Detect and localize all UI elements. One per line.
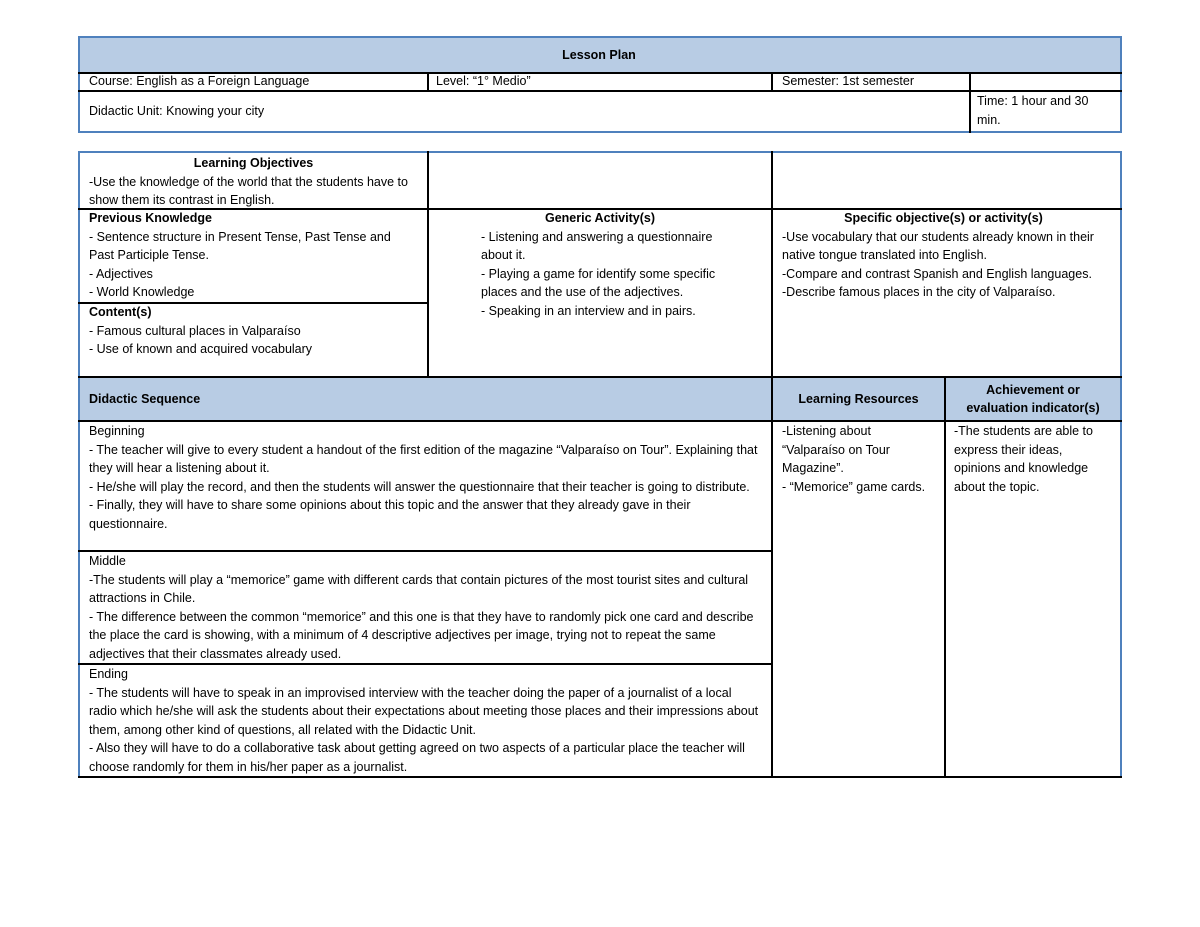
ending-title: Ending <box>89 667 128 681</box>
contents-cell <box>80 303 427 377</box>
learning-objectives-cell <box>80 153 427 209</box>
ending-item: - Also they will have to do a collaborative task about getting agreed on two aspects of a particular place the teacher will choose randomly for them in his/her paper as a journalist. <box>89 741 745 774</box>
achievement-heading: Achievement or evaluation indicator(s) <box>966 382 1100 415</box>
didactic-unit-field: Didactic Unit: Knowing your city <box>89 104 265 119</box>
contents-heading: Content(s) <box>89 305 152 319</box>
generic-activity-item: - Playing a game for identify some specific places and the use of the adjectives. <box>481 266 716 299</box>
beginning-title: Beginning <box>89 424 145 438</box>
generic-activity-heading: Generic Activity(s) <box>545 211 655 225</box>
generic-activity-item: - Speaking in an interview and in pairs. <box>481 303 696 318</box>
specific-objective-item: -Describe famous places in the city of Valparaíso. <box>782 285 1056 299</box>
learning-resources-cell <box>773 422 944 776</box>
achievement-cell <box>946 422 1120 776</box>
level-field: Level: “1° Medio” <box>436 74 531 88</box>
time-field: Time: 1 hour and 30 min. <box>977 94 1089 127</box>
didactic-sequence-heading: Didactic Sequence <box>89 391 201 406</box>
previous-knowledge-item: - Adjectives <box>89 266 153 281</box>
beginning-item: - The teacher will give to every student a handout of the first edition of the magazine “Valparaíso on Tour”. Explaining that they will hear a listening about it. <box>89 442 758 475</box>
middle-title: Middle <box>89 554 126 568</box>
specific-objective-heading: Specific objective(s) or activity(s) <box>844 211 1043 225</box>
beginning-item: - He/she will play the record, and then the students will answer the questionnaire that their teacher is going to distribute. <box>89 479 750 494</box>
learning-resources-heading: Learning Resources <box>798 391 919 406</box>
previous-knowledge-item: - Sentence structure in Present Tense, Past Tense and Past Participle Tense. <box>89 229 391 262</box>
middle-cell <box>80 552 770 663</box>
contents-item: - Use of known and acquired vocabulary <box>89 342 313 356</box>
course-field: Course: English as a Foreign Language <box>89 74 310 88</box>
generic-activity-item: - Listening and answering a questionnaire about it. <box>481 229 713 262</box>
lesson-plan-title: Lesson Plan <box>562 47 636 62</box>
sequence-bottom-line <box>78 776 1122 778</box>
ending-cell <box>80 665 770 776</box>
specific-objective-item: -Compare and contrast Spanish and English languages. <box>782 266 1092 281</box>
beginning-item: - Finally, they will have to share some opinions about this topic and the answer that they already gave in their questionnaire. <box>89 498 691 531</box>
learning-resource-item: -Listening about “Valparaíso on Tour Magazine”. <box>782 424 890 475</box>
middle-item: -The students will play a “memorice” game with different cards that contain pictures of the most tourist sites and cultural attractions in Chile. <box>89 572 749 605</box>
learning-objectives-heading: Learning Objectives <box>193 156 314 170</box>
ending-item: - The students will have to speak in an improvised interview with the teacher doing the paper of a journalist of a local radio which he/she will ask the students about their expectations about meeting those places and their impressions about them, among other kind of questions, all related with the Didactic Unit. <box>89 685 759 737</box>
previous-knowledge-item: - World Knowledge <box>89 285 195 299</box>
specific-objective-cell <box>773 209 1119 377</box>
middle-item: - The difference between the common “memorice” and this one is that they have to randomly pick one card and describe the place the card is showing, with a minimum of 4 descriptive adjectives per image, trying not to repeat the same adjectives that their classmates already used. <box>89 609 754 661</box>
semester-field: Semester: 1st semester <box>782 74 914 88</box>
contents-item: - Famous cultural places in Valparaíso <box>89 323 301 338</box>
previous-knowledge-heading: Previous Knowledge <box>89 211 212 225</box>
beginning-cell <box>80 422 770 550</box>
achievement-text: -The students are able to express their ideas, opinions and knowledge about the topic. <box>954 424 1093 494</box>
learning-objectives-text: -Use the knowledge of the world that the students have to show them its contrast in English. <box>89 174 408 207</box>
previous-knowledge-cell <box>80 209 427 303</box>
generic-activity-cell <box>429 209 771 377</box>
learning-resource-item: - “Memorice” game cards. <box>782 479 926 494</box>
specific-objective-item: -Use vocabulary that our students already known in their native tongue translated into English. <box>782 229 1094 262</box>
